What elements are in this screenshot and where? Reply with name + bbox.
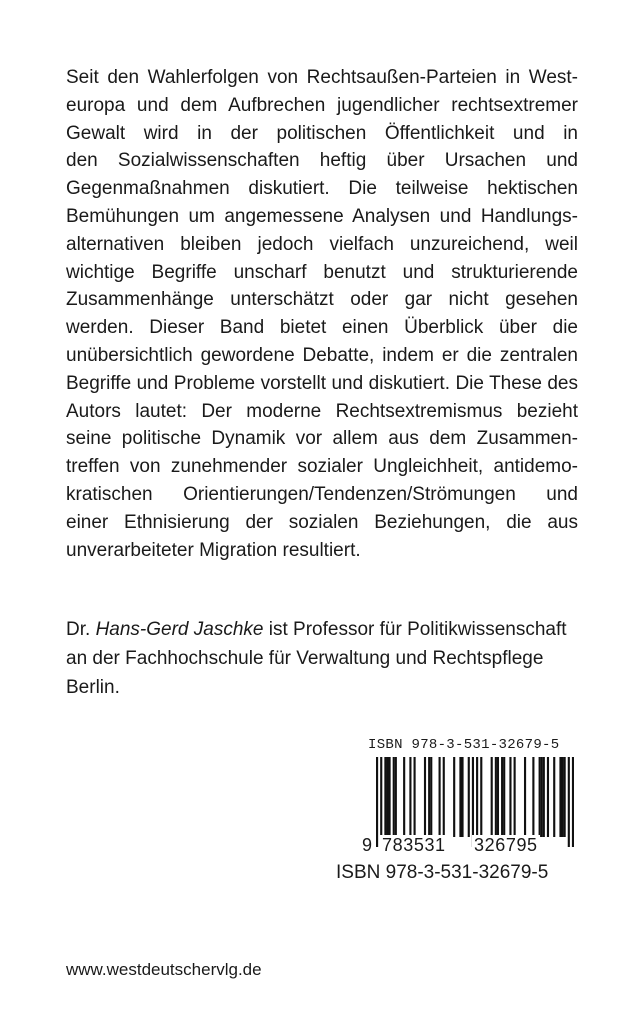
barcode-bar bbox=[524, 757, 526, 837]
barcode-bar bbox=[428, 757, 430, 837]
barcode-bar bbox=[501, 757, 503, 837]
blurb-line: alternativen bleiben jedoch vielfach unzureichend, weil bbox=[66, 233, 578, 255]
blurb-line: Gegenmaßnahmen diskutiert. Die teilweise hektischen bbox=[66, 178, 578, 200]
barcode-bar bbox=[461, 757, 463, 837]
blurb-line: europa und dem Aufbrechen jugendlicher rechtsextremer bbox=[66, 94, 578, 116]
barcode-bar bbox=[414, 757, 416, 837]
barcode-bar bbox=[539, 757, 541, 837]
author-position: ist Professor für Politikwissenschaft bbox=[268, 619, 567, 640]
barcode-bar bbox=[380, 757, 382, 847]
blurb-line: treffen von zunehmender sozialer Ungleichheit, antidemo- bbox=[66, 456, 578, 478]
blurb-line: seine politische Dynamik vor allem aus dem Zusammen- bbox=[66, 428, 578, 450]
barcode-bar bbox=[514, 757, 516, 837]
barcode-bars bbox=[362, 757, 574, 847]
barcode-isbn-label: ISBN 978-3-531-32679-5 bbox=[368, 737, 560, 753]
blurb-text bbox=[66, 64, 578, 564]
blurb-line: unverarbeiteter Migration resultiert. bbox=[66, 539, 361, 561]
barcode-bar bbox=[424, 757, 426, 837]
blurb-line: werden. Dieser Band bietet einen Überblick über die bbox=[66, 317, 578, 339]
barcode-bar bbox=[541, 757, 543, 837]
barcode-bar bbox=[559, 757, 561, 837]
author-bio-line bbox=[66, 615, 578, 644]
barcode-digit-group-left: 783531 bbox=[382, 835, 446, 855]
barcode-bar bbox=[564, 757, 566, 837]
barcode-bar bbox=[430, 757, 432, 837]
barcode-bar bbox=[439, 757, 441, 837]
blurb-line: wichtige Begriffe unscharf benutzt und strukturierende bbox=[66, 261, 578, 283]
blurb-line: Seit den Wahlerfolgen von Rechtsaußen-Parteien in West- bbox=[66, 67, 578, 88]
barcode-bar bbox=[459, 757, 461, 837]
author-bio-line: Berlin. bbox=[66, 677, 120, 698]
author-bio bbox=[66, 615, 578, 702]
barcode-bar bbox=[495, 757, 497, 837]
barcode-bar bbox=[561, 757, 563, 837]
blurb-line: Gewalt wird in der politischen Öffentlichkeit und in bbox=[66, 122, 578, 144]
blurb-line: einer Ethnisierung der sozialen Beziehungen, die aus bbox=[66, 511, 578, 533]
barcode-bar bbox=[468, 757, 470, 837]
barcode-bar bbox=[497, 757, 499, 837]
blurb-line: Autors lautet: Der moderne Rechtsextremismus bezieht bbox=[66, 400, 578, 422]
blurb-line: Zusammenhänge unterschätzt oder gar nicht gesehen bbox=[66, 289, 578, 311]
barcode-bar bbox=[553, 757, 555, 837]
barcode-bar bbox=[491, 757, 493, 837]
barcode-bar bbox=[568, 757, 570, 847]
isbn-barcode bbox=[362, 737, 576, 855]
publisher-website[interactable]: www.westdeutschervlg.de bbox=[66, 960, 262, 979]
barcode-bar bbox=[384, 757, 386, 837]
barcode-bar bbox=[386, 757, 388, 837]
author-bio-line: an der Fachhochschule für Verwaltung und Rechtspflege bbox=[66, 648, 544, 669]
barcode-bar bbox=[376, 757, 378, 847]
barcode-bar bbox=[389, 757, 391, 837]
barcode-bar bbox=[443, 757, 445, 837]
isbn-text: ISBN 978-3-531-32679-5 bbox=[336, 862, 549, 883]
barcode-digit-first: 9 bbox=[362, 835, 373, 855]
barcode-bar bbox=[547, 757, 549, 837]
barcode-bar bbox=[453, 757, 455, 837]
barcode-bar bbox=[393, 757, 395, 837]
barcode-bar bbox=[503, 757, 505, 837]
barcode-bar bbox=[476, 757, 478, 847]
barcode-bar bbox=[509, 757, 511, 837]
barcode-bar bbox=[572, 757, 574, 847]
blurb-line: Begriffe und Probleme vorstellt und diskutiert. Die These des bbox=[66, 372, 578, 394]
blurb-line: unübersichtlich gewordene Debatte, indem er die zentralen bbox=[66, 344, 578, 366]
blurb-line: Bemühungen um angemessene Analysen und Handlungs- bbox=[66, 205, 578, 227]
blurb-line: den Sozialwissenschaften heftig über Ursachen und bbox=[66, 150, 578, 172]
barcode-digit-group-right: 326795 bbox=[474, 835, 538, 855]
barcode-bar bbox=[472, 757, 474, 847]
author-name: Hans-Gerd Jaschke bbox=[95, 619, 264, 640]
barcode-bar bbox=[409, 757, 411, 837]
barcode-bar bbox=[532, 757, 534, 837]
blurb-line: kratischen Orientierungen/Tendenzen/Strömungen und bbox=[66, 483, 578, 505]
barcode-bar bbox=[395, 757, 397, 837]
barcode-bar bbox=[543, 757, 545, 837]
barcode-bar bbox=[403, 757, 405, 837]
author-title: Dr. bbox=[66, 619, 91, 640]
barcode-bar bbox=[480, 757, 482, 837]
